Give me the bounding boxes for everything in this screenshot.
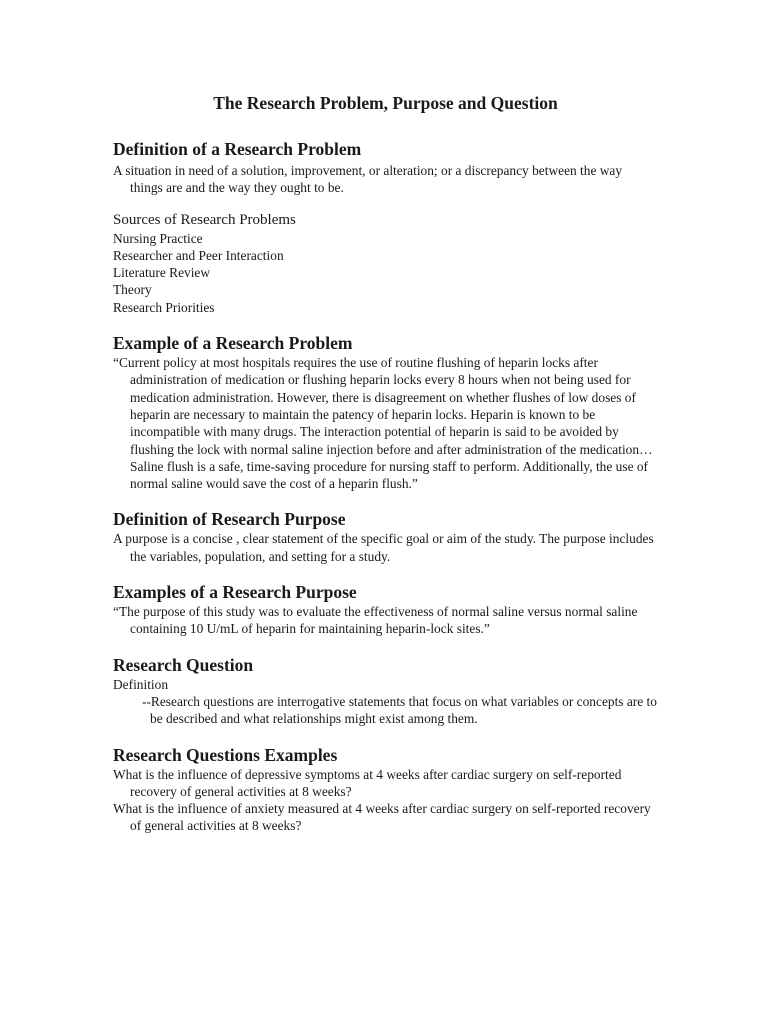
section-paragraph: A purpose is a concise , clear statement of the specific goal or aim of the study. The purpose includes the variables, population, and setting for a study.: [113, 531, 654, 564]
section-heading: Definition of a Research Problem: [113, 139, 362, 159]
list-item: Nursing Practice: [113, 230, 203, 246]
definition-label: Definition: [113, 676, 169, 692]
section-question-examples: [113, 744, 658, 835]
section-research-question: [113, 654, 658, 728]
section-heading: Definition of Research Purpose: [113, 509, 346, 530]
section-heading: Example of a Research Problem: [113, 333, 353, 354]
section-heading: Examples of a Research Purpose: [113, 582, 357, 603]
section-heading: Research Question: [113, 654, 254, 675]
list-item: Researcher and Peer Interaction: [113, 247, 284, 263]
list-item: What is the influence of anxiety measured at 4 weeks after cardiac surgery on self-reported recovery of general activities at 8 weeks?: [113, 801, 651, 834]
section-heading: Research Questions Examples: [113, 744, 338, 765]
list-item: Research Priorities: [113, 299, 215, 315]
list-item: Literature Review: [113, 265, 211, 281]
document-title: The Research Problem, Purpose and Question: [213, 93, 558, 113]
subsection-heading: Sources of Research Problems: [113, 211, 296, 228]
list-item: Theory: [113, 282, 152, 298]
section-paragraph: --Research questions are interrogative statements that focus on what variables or concepts are to be described and what relationships might exist among them.: [142, 693, 657, 727]
section-paragraph: A situation in need of a solution, improvement, or alteration; or a discrepancy between the way things are and the way they ought to be.: [113, 163, 623, 196]
section-example-problem: [113, 332, 658, 492]
section-definition-purpose: [113, 508, 658, 565]
section-definition-problem: [113, 138, 658, 197]
section-examples-purpose: [113, 581, 658, 638]
section-paragraph: “Current policy at most hospitals requires the use of routine flushing of heparin locks after administration of medication or flushing heparin locks every 8 hours when not being used for medication administration. However, there is disagreement on whether flushes of low doses of heparin are necessary to maintain the patency of heparin locks. Heparin is known to be incompatible with many drugs. The interaction potential of heparin is said to be avoided by flushing the lock with normal saline injection before and after administration of the medication…Saline flush is a safe, time-saving procedure for nursing staff to perform. Additionally, the use of normal saline would save the cost of a heparin flush.”: [113, 355, 653, 492]
section-sources: [113, 211, 658, 316]
list-item: What is the influence of depressive symptoms at 4 weeks after cardiac surgery on self-reported recovery of general activities at 8 weeks?: [113, 766, 622, 799]
section-paragraph: “The purpose of this study was to evaluate the effectiveness of normal saline versus normal saline containing 10 U/mL of heparin for maintaining heparin-lock sites.”: [113, 604, 638, 637]
